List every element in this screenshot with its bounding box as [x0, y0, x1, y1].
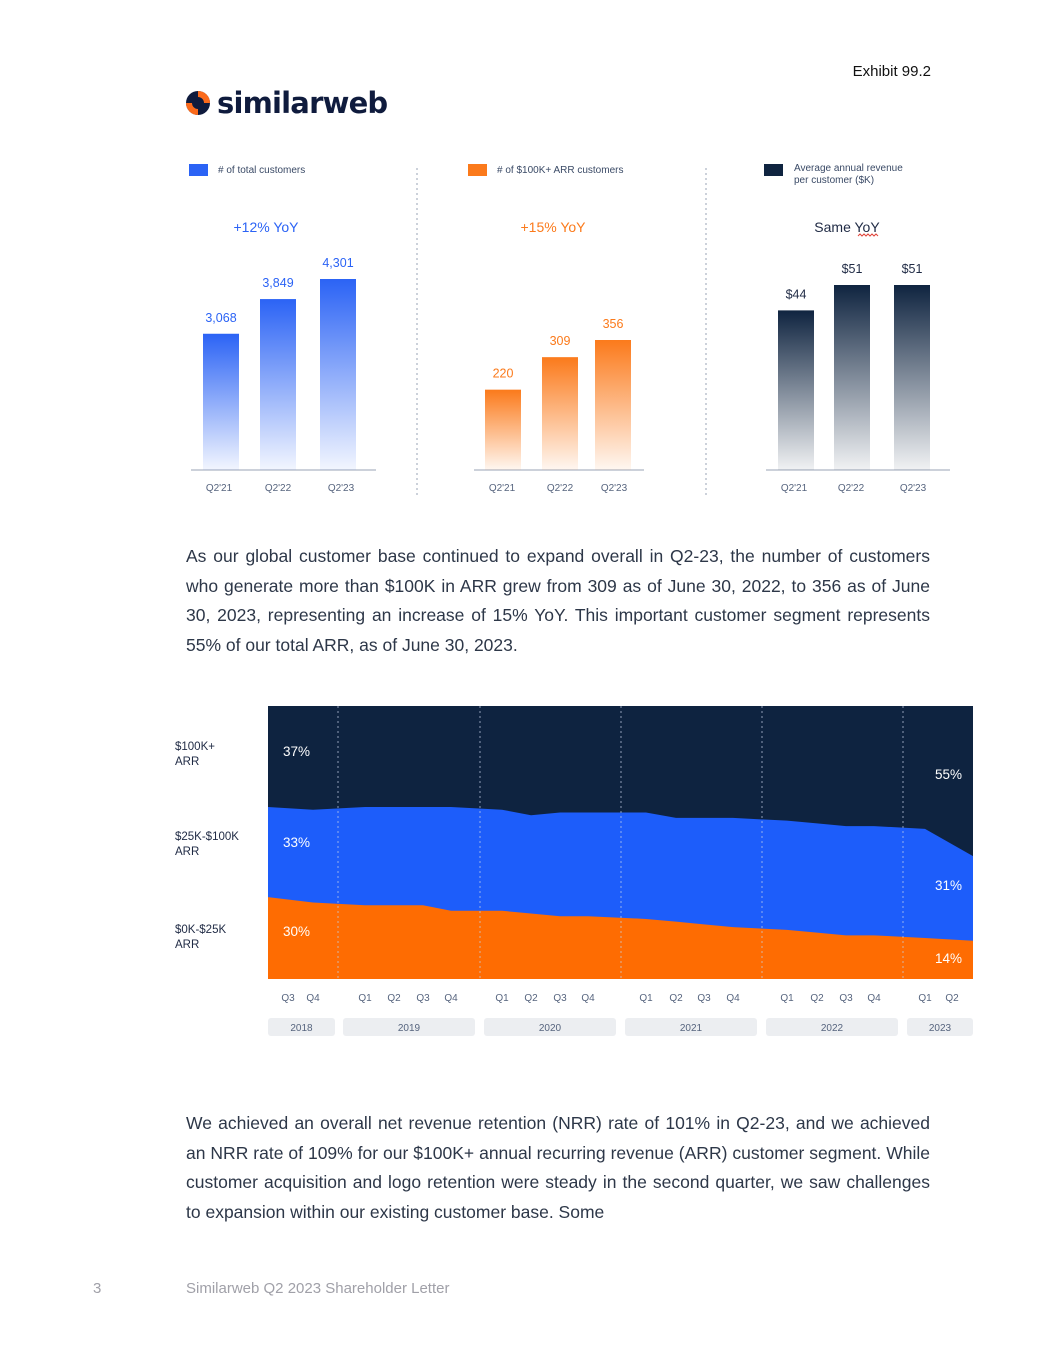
area-percent-label-6: 14% [934, 951, 962, 966]
bar-2-Q221 [485, 390, 521, 470]
category-label-3-3: Q2'23 [899, 483, 927, 494]
category-label-3-1: Q2'21 [780, 483, 808, 494]
quarter-label-3: Q1 [358, 993, 372, 1004]
logo-mark-icon [185, 90, 211, 116]
bar-1-Q222 [260, 299, 296, 470]
quarter-label-19: Q1 [918, 993, 932, 1004]
quarter-label-7: Q1 [495, 993, 509, 1004]
bar-value-label-3-2: $51 [841, 262, 863, 276]
quarter-label-10: Q4 [581, 993, 595, 1004]
paragraph-nrr: We achieved an overall net revenue retention (NRR) rate of 101% in Q2-23, and we achieved an NRR rate of 109% for our $100K+ annual recurring revenue (ARR) customer segment. While customer acquisition and logo retention were steady in the second quarter, we saw challenges to expansion within our existing customer base. Some [186, 1113, 930, 1222]
spellcheck-underline [858, 234, 878, 236]
quarter-label-12: Q2 [669, 993, 683, 1004]
paragraph-customer-growth: As our global customer base continued to expand overall in Q2-23, the number of customers who generate more than $100K in ARR grew from 309 as of June 30, 2022, to 356 as of June 30, 2023, representing an increase of 15% YoY. This important customer segment represents 55% of our total ARR, as of June 30, 2023. [186, 546, 930, 655]
category-label-2-1: Q2'21 [488, 483, 516, 494]
similarweb-logo [185, 86, 387, 120]
quarter-label-9: Q3 [553, 993, 567, 1004]
area-percent-label-4: 55% [934, 767, 962, 782]
year-label-2018: 2018 [290, 1023, 313, 1034]
quarter-label-13: Q3 [697, 993, 711, 1004]
quarter-label-11: Q1 [639, 993, 653, 1004]
bar-value-label-2-1: 220 [492, 366, 514, 381]
yoy-total-customers: +12% YoY [233, 219, 299, 235]
quarter-label-1: Q3 [281, 993, 295, 1004]
category-label-3-2: Q2'22 [837, 483, 865, 494]
legend-swatch-avg-revenue [764, 164, 783, 176]
arr-mix-area-chart [0, 690, 1055, 1040]
top-bar-charts [0, 150, 1055, 505]
bar-3-Q222 [834, 285, 870, 470]
quarter-label-15: Q1 [780, 993, 794, 1004]
legend-avg-revenue-line2: per customer ($K) [794, 175, 875, 186]
exhibit-label: Exhibit 99.2 [852, 63, 931, 80]
area-percent-label-5: 31% [934, 878, 962, 893]
legend-total-customers: # of total customers [218, 165, 306, 176]
category-label-1-2: Q2'22 [264, 483, 292, 494]
quarter-label-6: Q4 [444, 993, 458, 1004]
row-label-2-line-2: ARR [175, 846, 200, 858]
logo-text: similarweb [217, 86, 388, 120]
year-label-2022: 2022 [820, 1023, 844, 1034]
row-label-3-line-1: $0K-$25K [175, 924, 227, 936]
year-label-2020: 2020 [538, 1023, 562, 1034]
quarter-label-4: Q2 [387, 993, 401, 1004]
year-label-2021: 2021 [679, 1023, 703, 1034]
quarter-label-18: Q4 [867, 993, 881, 1004]
bar-value-label-2-3: 356 [602, 317, 624, 331]
quarter-label-16: Q2 [810, 993, 824, 1004]
year-label-2023: 2023 [928, 1023, 952, 1034]
legend-100k-customers: # of $100K+ ARR customers [497, 165, 624, 176]
bar-3-Q223 [894, 285, 930, 470]
yoy-avg-revenue: Same YoY [814, 219, 880, 235]
quarter-label-17: Q3 [839, 993, 853, 1004]
category-label-2-2: Q2'22 [546, 483, 574, 494]
bar-1-Q221 [203, 334, 239, 470]
quarter-label-2: Q4 [306, 993, 320, 1004]
legend-swatch-total-customers [189, 164, 208, 176]
category-label-1-1: Q2'21 [205, 483, 233, 494]
area-percent-label-3: 30% [283, 924, 311, 939]
yoy-100k-customers: +15% YoY [520, 219, 586, 235]
bar-value-label-2-2: 309 [549, 334, 571, 349]
footer-title: Similarweb Q2 2023 Shareholder Letter [186, 1280, 450, 1297]
legend-avg-revenue-line1: Average annual revenue [794, 163, 903, 174]
bar-2-Q222 [542, 357, 578, 470]
bar-3-Q221 [778, 310, 814, 470]
bar-value-label-1-3: 4,301 [322, 256, 354, 270]
row-label-2-line-1: $25K-$100K [175, 831, 239, 843]
row-label-3-line-2: ARR [175, 939, 200, 951]
area-percent-label-2: 33% [283, 835, 311, 850]
bar-value-label-3-1: $44 [785, 287, 807, 302]
row-label-1-line-2: ARR [175, 756, 200, 768]
page-number: 3 [93, 1280, 102, 1297]
quarter-label-8: Q2 [524, 993, 538, 1004]
bar-2-Q223 [595, 340, 631, 470]
legend-swatch-100k-customers [468, 164, 487, 176]
bar-value-label-1-1: 3,068 [205, 310, 237, 325]
year-label-2019: 2019 [397, 1023, 421, 1034]
quarter-label-20: Q2 [945, 993, 959, 1004]
category-label-1-3: Q2'23 [327, 483, 355, 494]
bar-1-Q223 [320, 279, 356, 470]
row-label-1-line-1: $100K+ [175, 741, 215, 753]
area-percent-label-1: 37% [283, 744, 311, 759]
category-label-2-3: Q2'23 [600, 483, 628, 494]
bar-value-label-1-2: 3,849 [262, 276, 294, 291]
bar-value-label-3-3: $51 [901, 262, 923, 276]
quarter-label-14: Q4 [726, 993, 740, 1004]
quarter-label-5: Q3 [416, 993, 430, 1004]
